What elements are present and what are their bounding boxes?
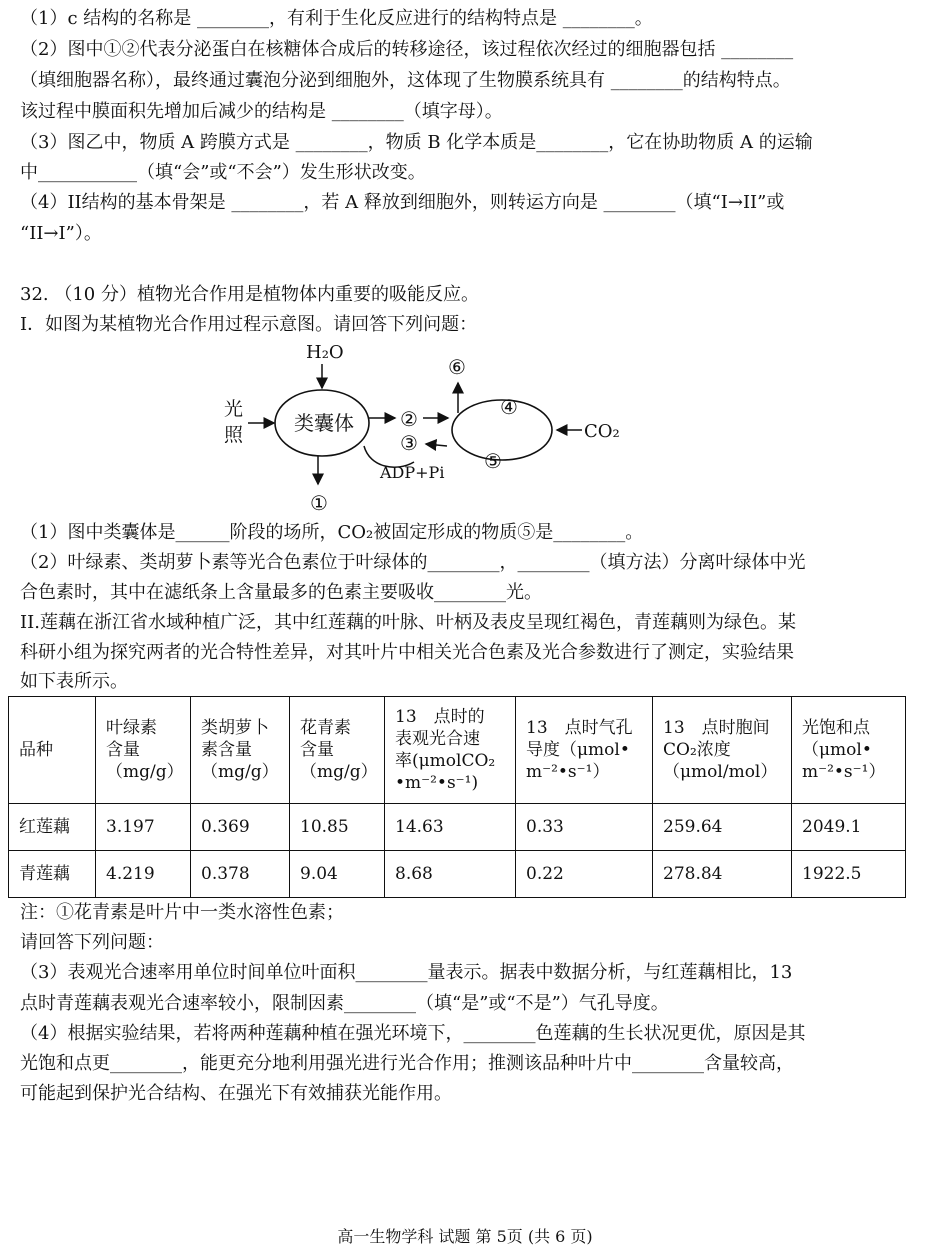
table-cell: 0.33 [516, 804, 653, 851]
question-line: （2）图中①②代表分泌蛋白在核糖体合成后的转移途径，该过程依次经过的细胞器包括 ________ [20, 39, 794, 60]
table-header-cell: 13 点时胞间 CO₂浓度 （μmol/mol） [653, 697, 792, 804]
table-header-cell: 13 点时气孔 导度（μmol• m⁻²•s⁻¹） [516, 697, 653, 804]
table-header-cell: 品种 [9, 697, 96, 804]
table-cell: 9.04 [290, 851, 385, 898]
marker-2: ② [400, 407, 418, 431]
table-cell: 1922.5 [792, 851, 906, 898]
question-line: 合色素时，其中在滤纸条上含量最多的色素主要吸收________光。 [20, 582, 542, 603]
question-line: 该过程中膜面积先增加后减少的结构是 ________（填字母）。 [20, 101, 503, 122]
question-line: （3）表观光合速率用单位时间单位叶面积________量表示。据表中数据分析，与红莲藕相比，13 [20, 962, 793, 983]
question-line: 请回答下列问题： [20, 932, 164, 953]
question-line: 可能起到保护光合结构、在强光下有效捕获光能作用。 [20, 1083, 452, 1104]
table-header-cell: 花青素 含量 （mg/g） [290, 697, 385, 804]
question-line: （3）图乙中，物质 A 跨膜方式是 ________，物质 B 化学本质是________，它在协助物质 A 的运输 [20, 132, 813, 153]
table-header-cell: 类胡萝卜 素含量 （mg/g） [191, 697, 290, 804]
table-cell: 0.369 [191, 804, 290, 851]
table-cell: 青莲藕 [9, 851, 96, 898]
light-label: 光 [224, 398, 244, 420]
table-header-cell: 叶绿素 含量 （mg/g） [96, 697, 191, 804]
table-cell: 0.22 [516, 851, 653, 898]
table-header-cell: 13 点时的 表观光合速 率(μmolCO₂ •m⁻²•s⁻¹) [385, 697, 516, 804]
marker-3: ③ [400, 431, 418, 455]
marker-5: ⑤ [484, 449, 502, 473]
table-cell: 2049.1 [792, 804, 906, 851]
thylakoid-label: 类囊体 [294, 411, 354, 435]
marker-4: ④ [500, 395, 518, 419]
page-footer: 高一生物学科 试题 第 5页 (共 6 页) [337, 1227, 593, 1246]
question-line: （1）c 结构的名称是 ________，有利于生化反应进行的结构特点是 ________。 [20, 8, 653, 29]
adp-label: ADP+Pi [380, 463, 445, 482]
question-line: （填细胞器名称），最终通过囊泡分泌到细胞外，这体现了生物膜系统具有 ________的结构特点。 [20, 70, 791, 91]
table-cell: 10.85 [290, 804, 385, 851]
question-line: （4）II结构的基本骨架是 ________，若 A 释放到细胞外，则转运方向是 ________（填“I→II”或 [20, 192, 785, 213]
data-table [8, 696, 906, 898]
table-cell: 0.378 [191, 851, 290, 898]
question-line: 光饱和点更________，能更充分地利用强光进行光合作用；推测该品种叶片中________含量较高， [20, 1053, 794, 1074]
question-line: 点时青莲藕表观光合速率较小，限制因素________（填“是”或“不是”）气孔导度。 [20, 993, 669, 1014]
photosynthesis-diagram [212, 338, 632, 520]
section-text: 科研小组为探究两者的光合特性差异，对其叶片中相关光合色素及光合参数进行了测定，实验结果 [20, 642, 794, 663]
question-line: （2）叶绿素、类胡萝卜素等光合色素位于叶绿体的________，________（填方法）分离叶绿体中光 [20, 552, 806, 573]
section-heading: I．如图为某植物光合作用过程示意图。请回答下列问题： [20, 314, 478, 335]
h2o-label: H₂O [306, 342, 344, 363]
table-row [9, 851, 906, 898]
table-header-row [9, 697, 906, 804]
section-text: II.莲藕在浙江省水域种植广泛，其中红莲藕的叶脉、叶柄及表皮呈现红褐色，青莲藕则为绿色。某 [20, 612, 796, 633]
question-line: （1）图中类囊体是______阶段的场所，CO₂被固定形成的物质⑤是________。 [20, 522, 644, 543]
table-row [9, 804, 906, 851]
table-cell: 红莲藕 [9, 804, 96, 851]
question-line: “II→I”）。 [20, 223, 102, 244]
question-title: 32. （10 分）植物光合作用是植物体内重要的吸能反应。 [20, 284, 479, 305]
co2-label: CO₂ [584, 421, 620, 442]
section-text: 如下表所示。 [20, 671, 128, 692]
question-line: （4）根据实验结果，若将两种莲藕种植在强光环境下，________色莲藕的生长状况更优，原因是其 [20, 1023, 806, 1044]
table-cell: 8.68 [385, 851, 516, 898]
table-cell: 14.63 [385, 804, 516, 851]
marker-6: ⑥ [448, 355, 466, 379]
marker-1: ① [310, 491, 328, 515]
table-cell: 259.64 [653, 804, 792, 851]
question-line: 中___________（填“会”或“不会”）发生形状改变。 [20, 162, 426, 183]
table-header-cell: 光饱和点 （μmol• m⁻²•s⁻¹） [792, 697, 906, 804]
table-cell: 4.219 [96, 851, 191, 898]
table-cell: 3.197 [96, 804, 191, 851]
light-label: 照 [224, 424, 244, 446]
table-cell: 278.84 [653, 851, 792, 898]
note-text: 注：①花青素是叶片中一类水溶性色素； [20, 902, 344, 923]
